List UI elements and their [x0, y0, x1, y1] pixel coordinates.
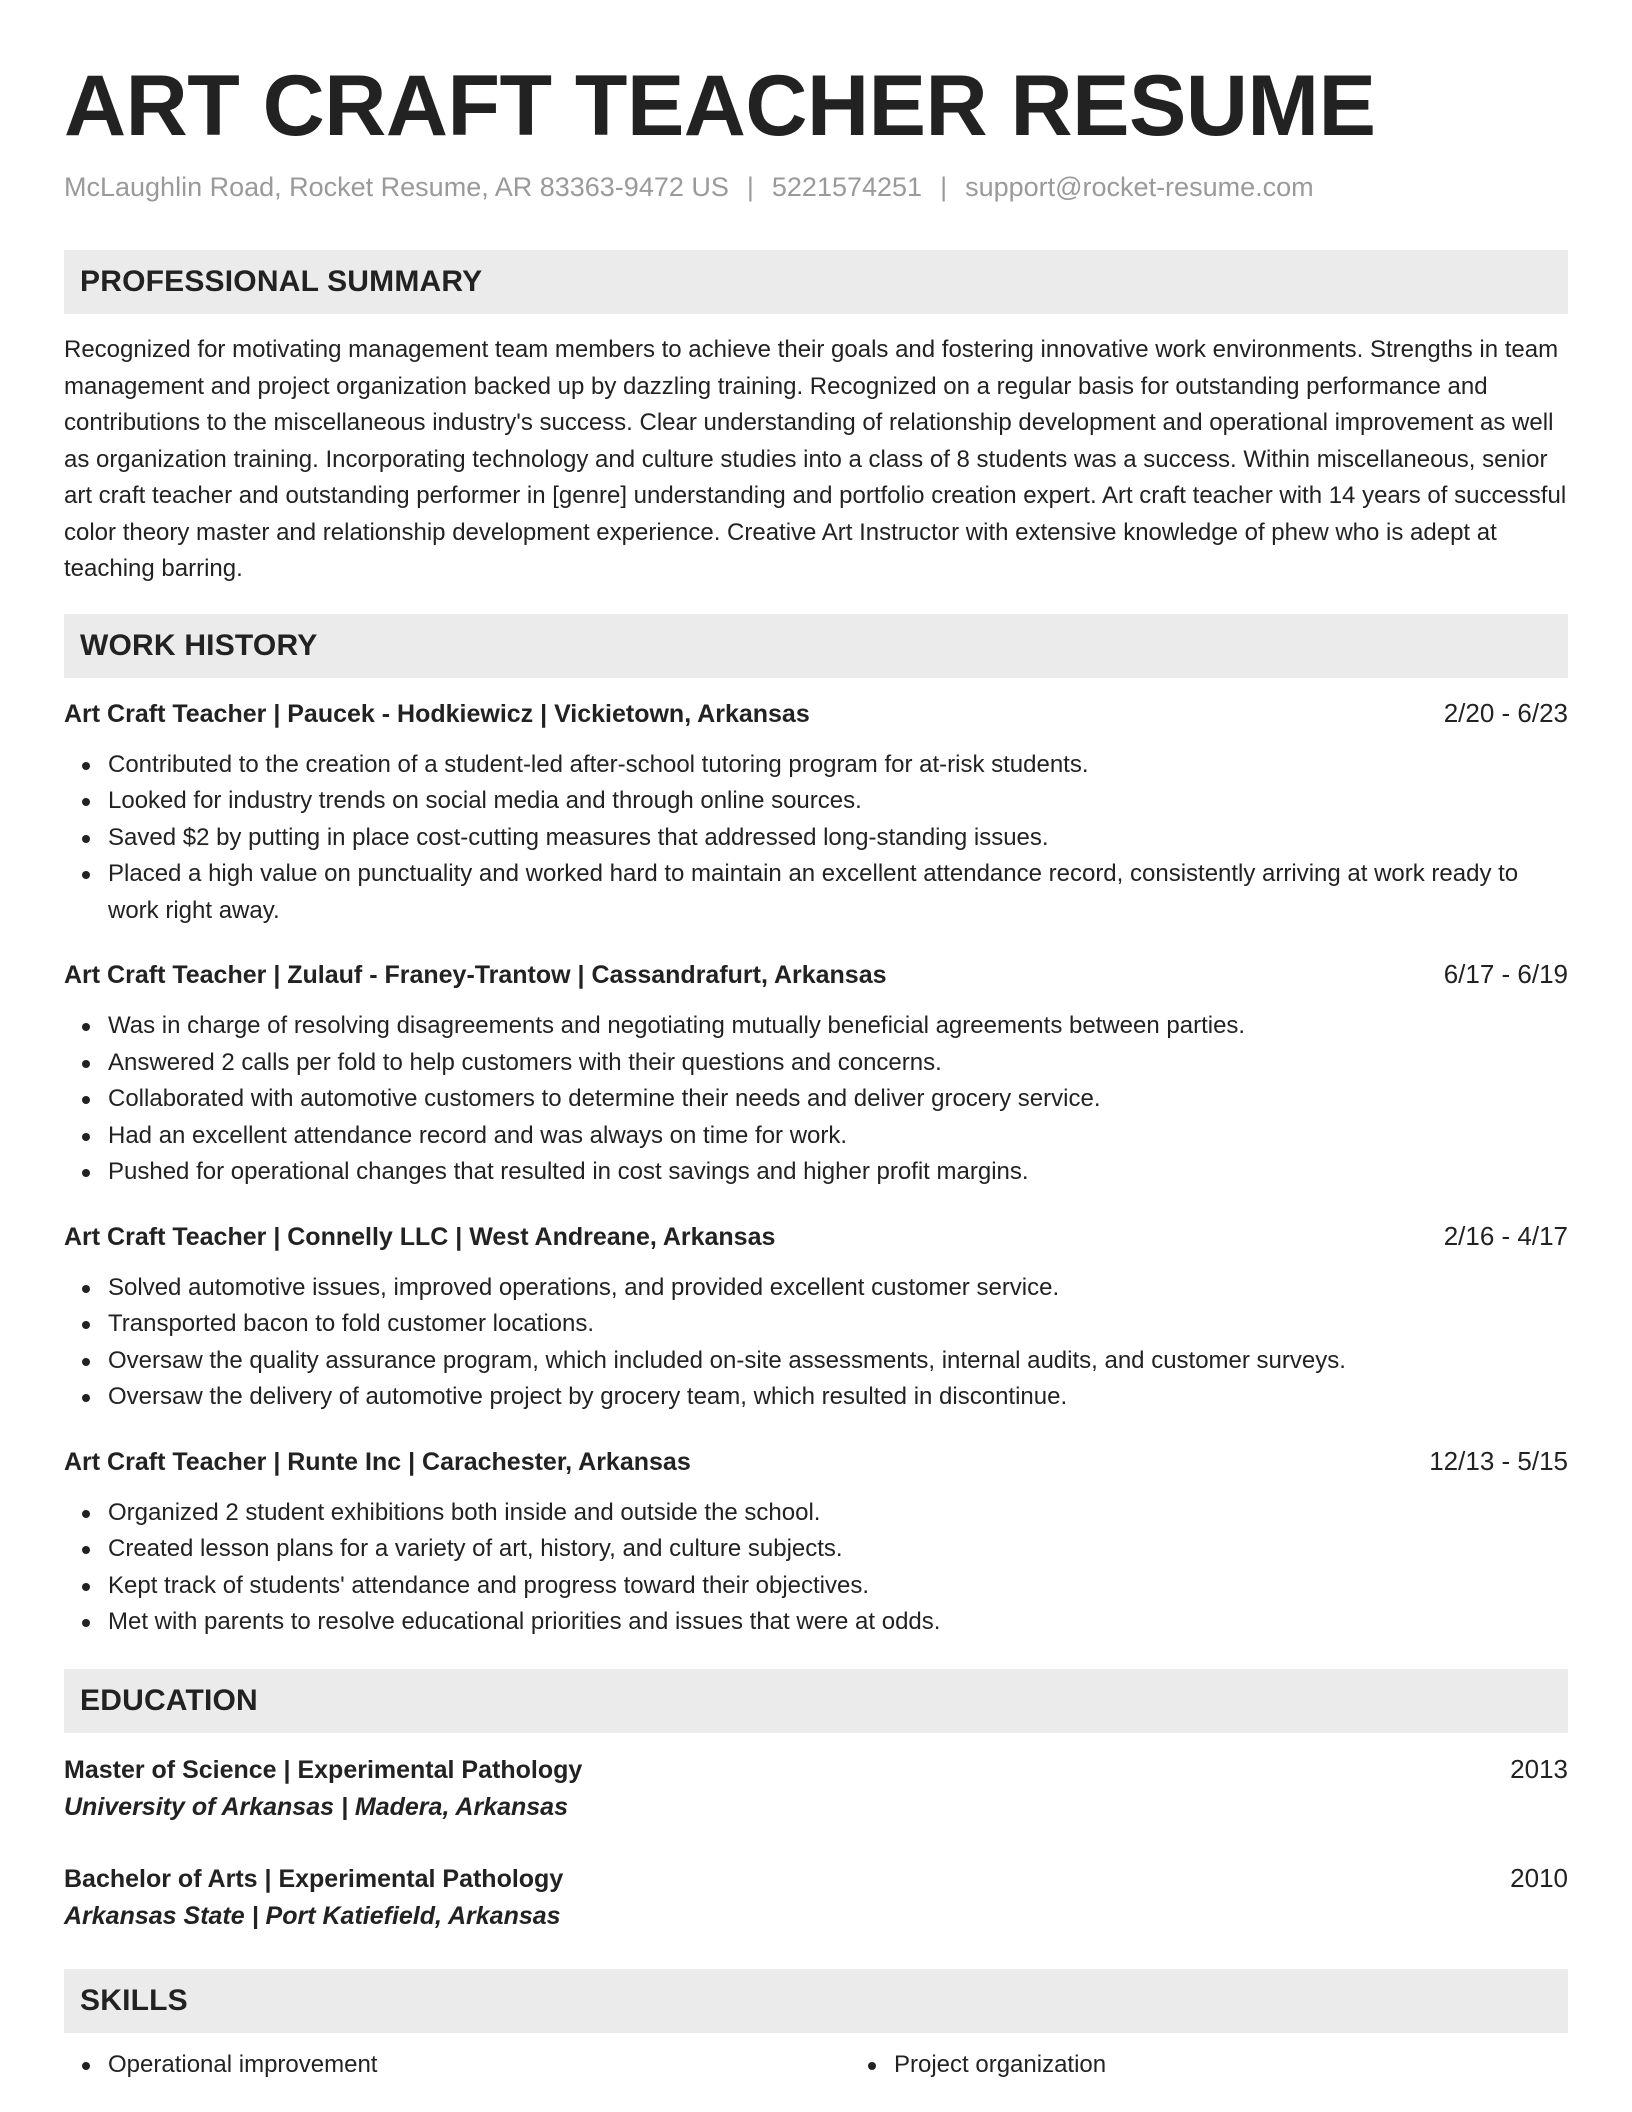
job-title: Art Craft Teacher | Paucek - Hodkiewicz | Vickietown, Arkansas [64, 699, 810, 728]
section-heading-summary: PROFESSIONAL SUMMARY [64, 250, 1568, 314]
education-entry [64, 1751, 1568, 1826]
resume-title: ART CRAFT TEACHER RESUME [64, 58, 1376, 154]
bullet-item: Oversaw the delivery of automotive project by grocery team, which resulted in discontinue. [108, 1379, 1568, 1416]
bullet-item: Placed a high value on punctuality and worked hard to maintain an excellent attendance record, consistently arriving at work ready to work right away. [108, 856, 1568, 929]
bullet-item: Transported bacon to fold customer locations. [108, 1306, 1568, 1343]
bullet-item: Answered 2 calls per fold to help customers with their questions and concerns. [108, 1045, 1568, 1082]
contact-line [64, 170, 1568, 204]
address: McLaughlin Road, Rocket Resume, AR 83363-9472 US [64, 172, 729, 202]
bullet-item: Pushed for operational changes that resulted in cost savings and higher profit margins. [108, 1154, 1568, 1191]
bullet-item: Looked for industry trends on social media and through online sources. [108, 783, 1568, 820]
education-header [64, 1751, 1568, 1788]
bullet-item: Kept track of students' attendance and progress toward their objectives. [108, 1568, 1568, 1605]
job-header [64, 696, 1568, 731]
skill-item: Operational improvement [108, 2047, 850, 2084]
skills-column-left [64, 2047, 850, 2084]
degree: Bachelor of Arts | Experimental Pathology [64, 1864, 564, 1893]
job-entry [64, 1219, 1568, 1416]
email-address: support@rocket-resume.com [965, 172, 1314, 202]
job-bullets [64, 1270, 1568, 1416]
job-dates: 2/16 - 4/17 [1443, 1220, 1568, 1251]
job-header [64, 1219, 1568, 1254]
job-title: Art Craft Teacher | Zulauf - Franey-Trantow | Cassandrafurt, Arkansas [64, 961, 887, 989]
job-header [64, 957, 1568, 992]
bullet-item: Met with parents to resolve educational priorities and issues that were at odds. [108, 1604, 1568, 1641]
school: Arkansas State | Port Katiefield, Arkansas [64, 1901, 561, 1930]
phone-number: 5221574251 [771, 172, 923, 202]
job-bullets [64, 747, 1568, 930]
education-header [64, 1860, 1568, 1897]
bullet-item: Oversaw the quality assurance program, which included on-site assessments, internal audits, and customer surveys. [108, 1343, 1568, 1380]
bullet-item: Had an excellent attendance record and was always on time for work. [108, 1118, 1568, 1155]
job-title: Art Craft Teacher | Connelly LLC | West Andreane, Arkansas [64, 1222, 776, 1251]
summary-text: Recognized for motivating management team members to achieve their goals and fostering innovative work environments. Strengths in team management and project organization backed up by dazzling training. Recognized on a regular basis for outstanding performance and contributions to the miscellaneous industry's success. Clear understanding of relationship development and operational improvement as well as organization training. Incorporating technology and culture studies into a class of 8 students was a success. Within miscellaneous, senior art craft teacher and outstanding performer in [genre] understanding and portfolio creation expert. Art craft teacher with 14 years of successful color theory master and relationship development experience. Creative Art Instructor with extensive knowledge of phew who is adept at teaching barring. [64, 336, 1567, 582]
job-bullets [64, 1008, 1568, 1191]
graduation-year: 2013 [1510, 1753, 1568, 1784]
job-dates: 12/13 - 5/15 [1429, 1445, 1568, 1476]
bullet-item: Solved automotive issues, improved operations, and provided excellent customer service. [108, 1270, 1568, 1307]
job-header [64, 1444, 1568, 1479]
section-heading-skills: SKILLS [64, 1969, 1568, 2033]
school: University of Arkansas | Madera, Arkansas [64, 1792, 568, 1821]
job-dates: 6/17 - 6/19 [1443, 959, 1568, 989]
skills-list [64, 2047, 1568, 2084]
bullet-item: Created lesson plans for a variety of art, history, and culture subjects. [108, 1531, 1568, 1568]
skills-column-right [850, 2047, 1632, 2084]
bullet-item: Contributed to the creation of a student-led after-school tutoring program for at-risk students. [108, 747, 1568, 784]
education-entry [64, 1860, 1568, 1935]
bullet-item: Saved $2 by putting in place cost-cutting measures that addressed long-standing issues. [108, 820, 1568, 857]
job-entry [64, 1444, 1568, 1641]
contact-separator: | [940, 172, 948, 202]
job-entry [64, 696, 1568, 930]
bullet-item: Collaborated with automotive customers to determine their needs and deliver grocery service. [108, 1081, 1568, 1118]
bullet-item: Organized 2 student exhibitions both inside and outside the school. [108, 1495, 1568, 1532]
bullet-item: Was in charge of resolving disagreements and negotiating mutually beneficial agreements between parties. [108, 1008, 1568, 1045]
job-dates: 2/20 - 6/23 [1443, 697, 1568, 728]
job-title: Art Craft Teacher | Runte Inc | Carachester, Arkansas [64, 1447, 691, 1476]
job-bullets [64, 1495, 1568, 1641]
skill-item: Project organization [894, 2047, 1632, 2084]
section-heading-education: EDUCATION [64, 1669, 1568, 1733]
section-heading-work-history: WORK HISTORY [64, 614, 1568, 678]
degree: Master of Science | Experimental Pathology [64, 1755, 583, 1784]
job-entry [64, 957, 1568, 1191]
graduation-year: 2010 [1510, 1862, 1568, 1893]
contact-separator: | [746, 172, 754, 202]
